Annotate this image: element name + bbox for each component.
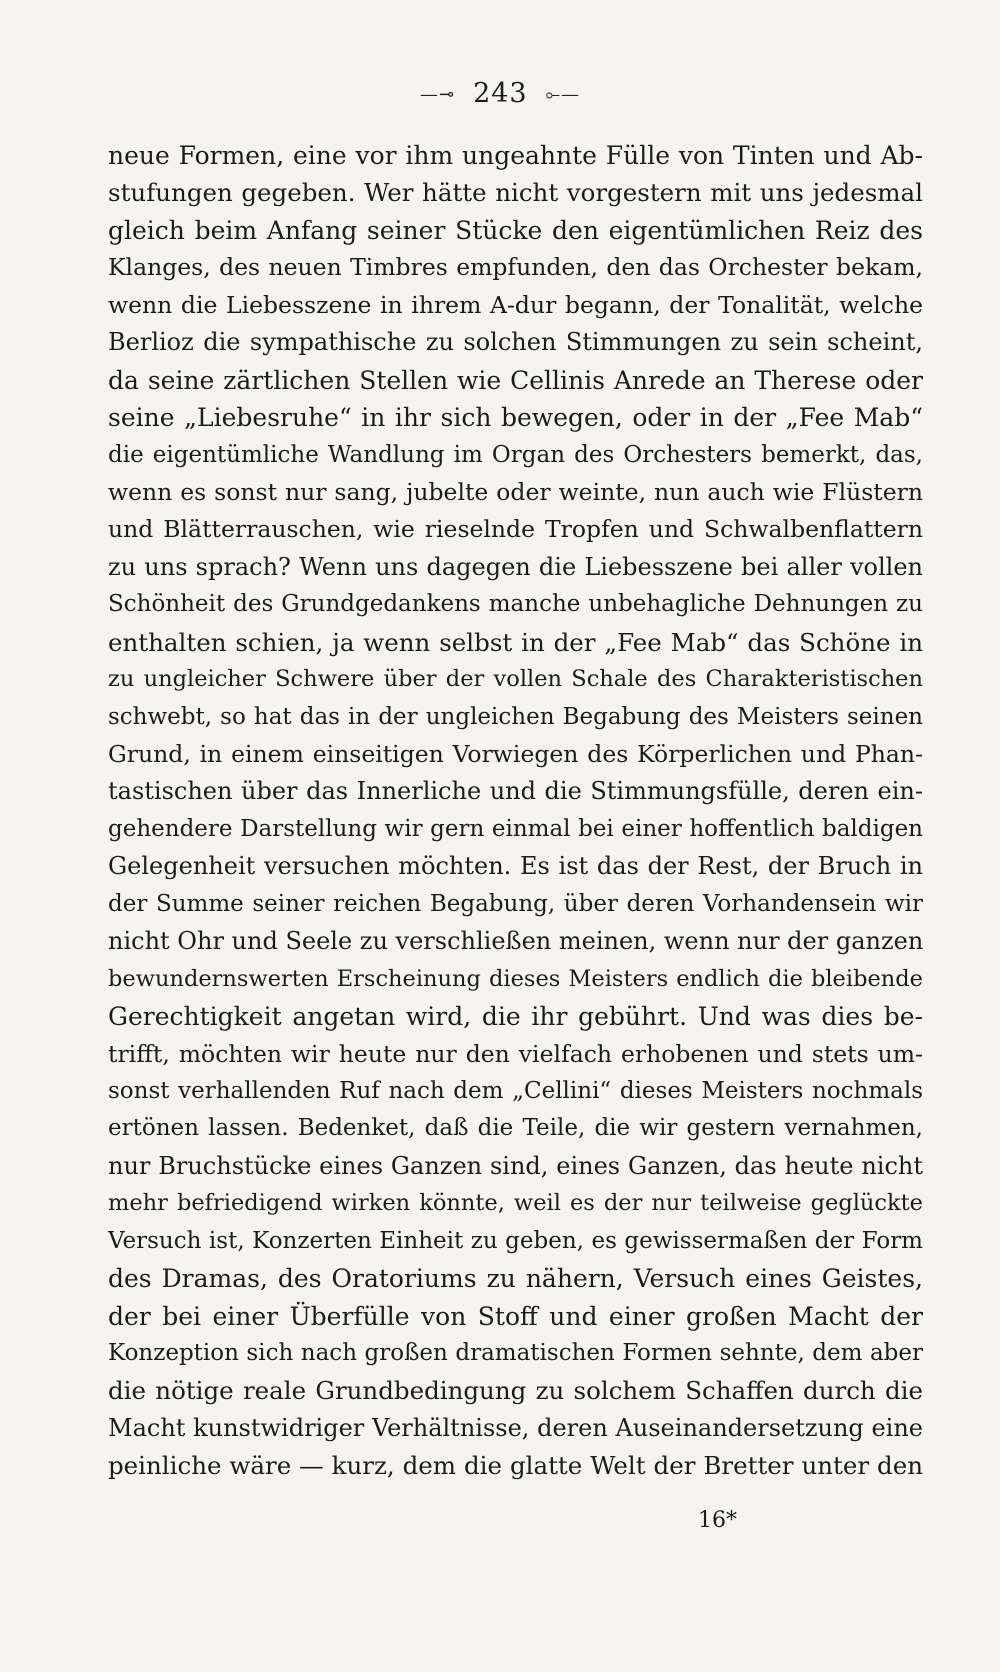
text-line: Klanges, des neuen Timbres empfunden, den das Orchester bekam, xyxy=(108,253,923,282)
text-line: zu ungleicher Schwere über der vollen Schale des Charakteristischen xyxy=(108,666,923,693)
text-line: da seine zärtlichen Stellen wie Cellinis Anrede an Therese oder xyxy=(108,365,923,395)
text-line: Grund, in einem einseitigen Vorwiegen des Körperlichen und Phan- xyxy=(108,740,923,768)
text-line: peinliche wäre — kurz, dem die glatte Welt der Bretter unter den xyxy=(108,1451,923,1481)
signature-mark: 16* xyxy=(698,1508,737,1533)
text-line: stufungen gegeben. Wer hätte nicht vorgestern mit uns jedesmal xyxy=(108,178,923,208)
ornament-left-icon: —⊸ xyxy=(419,84,456,105)
text-line: ertönen lassen. Bedenket, daß die Teile, die wir gestern vernahmen, xyxy=(108,1115,923,1142)
text-line: des Dramas, des Oratoriums zu nähern, Versuch eines Geistes, xyxy=(108,1264,923,1294)
text-line: Schönheit des Grundgedankens manche unbehagliche Dehnungen zu xyxy=(108,591,923,618)
text-line: gleich beim Anfang seiner Stücke den eigentümlichen Reiz des xyxy=(108,215,923,245)
text-line: Gelegenheit versuchen möchten. Es ist das der Rest, der Bruch in xyxy=(108,852,923,881)
text-line: seine „Liebesruhe“ in ihr sich bewegen, oder in der „Fee Mab“ xyxy=(108,403,923,433)
text-line: sonst verhallenden Ruf nach dem „Cellini“ dieses Meisters nochmals xyxy=(108,1077,923,1104)
text-line: nur Bruchstücke eines Ganzen sind, eines Ganzen, das heute nicht xyxy=(108,1151,923,1180)
page-number: 243 xyxy=(473,78,528,109)
text-line: der bei einer Überfülle von Stoff und einer großen Macht der xyxy=(108,1301,923,1331)
text-line: Konzeption sich nach großen dramatischen Formen sehnte, dem aber xyxy=(108,1340,923,1366)
text-line: enthalten schien, ja wenn selbst in der „Fee Mab“ das Schöne in xyxy=(108,627,923,657)
text-line: Versuch ist, Konzerten Einheit zu geben, es gewissermaßen der Form xyxy=(108,1227,923,1254)
text-line: und Blätterrauschen, wie rieselnde Tropfen und Schwalbenflattern xyxy=(108,515,923,544)
text-line: nicht Ohr und Seele zu verschließen meinen, wenn nur der ganzen xyxy=(108,927,923,956)
text-line: zu uns sprach? Wenn uns dagegen die Liebesszene bei aller vollen xyxy=(108,552,923,581)
text-line: Macht kunstwidriger Verhältnisse, deren Auseinandersetzung eine xyxy=(108,1413,923,1442)
text-line: trifft, möchten wir heute nur den vielfach erhobenen und stets um- xyxy=(108,1039,923,1068)
text-line: die eigentümliche Wandlung im Organ des Orchesters bemerkt, das, xyxy=(108,441,923,468)
text-line: mehr befriedigend wirken könnte, weil es der nur teilweise geglückte xyxy=(108,1190,923,1217)
text-line: schwebt, so hat das in der ungleichen Begabung des Meisters seinen xyxy=(108,703,923,730)
text-line: Gerechtigkeit angetan wird, die ihr gebührt. Und was dies be- xyxy=(108,1002,923,1032)
text-line: wenn die Liebesszene in ihrem A-dur begann, der Tonalität, welche xyxy=(108,290,923,319)
body-text xyxy=(108,137,923,1485)
text-line: der Summe seiner reichen Begabung, über deren Vorhandensein wir xyxy=(108,890,923,917)
text-line: tastischen über das Innerliche und die Stimmungsfülle, deren ein- xyxy=(108,777,923,806)
text-line: Berlioz die sympathische zu solchen Stimmungen zu sein scheint, xyxy=(108,328,923,357)
text-line: neue Formen, eine vor ihm ungeahnte Fülle von Tinten und Ab- xyxy=(108,141,923,170)
text-line: die nötige reale Grundbedingung zu solchem Schaffen durch die xyxy=(108,1376,923,1406)
text-line: wenn es sonst nur sang, jubelte oder weinte, nun auch wie Flüstern xyxy=(108,477,923,506)
text-line: bewundernswerten Erscheinung dieses Meisters endlich die bleibende xyxy=(108,965,923,992)
text-line: gehendere Darstellung wir gern einmal bei einer hoffentlich baldigen xyxy=(108,815,923,842)
page-header xyxy=(0,78,1000,109)
ornament-right-icon: ⟜— xyxy=(545,84,581,105)
